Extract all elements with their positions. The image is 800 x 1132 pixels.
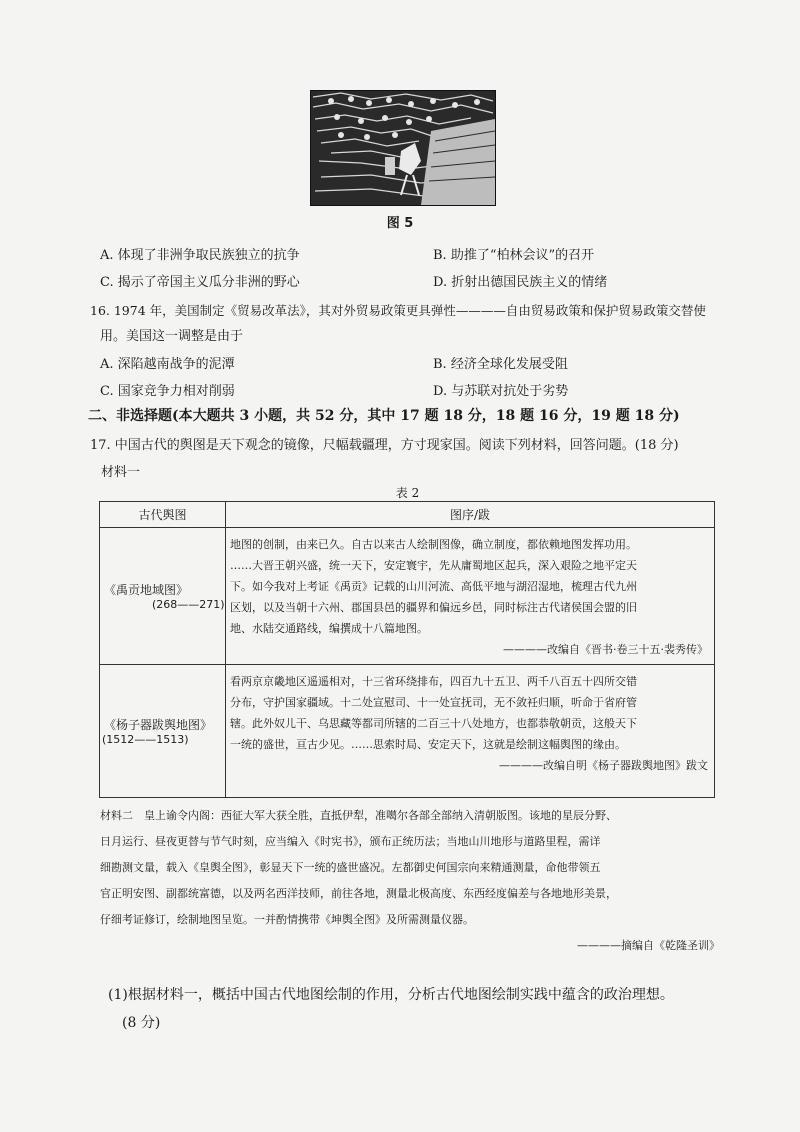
q17-subquestion-1 <box>108 981 728 1037</box>
subquestion-score: (8 分) <box>122 1015 161 1031</box>
figure-caption: 图 5 <box>386 216 414 231</box>
table-header-row <box>100 502 715 528</box>
preface-line: ……大晋王朝兴盛，统一天下，安定寰宇，先从庸蜀地区起兵，深入艰险之地平定天 <box>230 559 637 572</box>
section-2-title: 二、非选择题(本大题共 3 小题，共 52 分，其中 17 题 18 分，18 题 16 分，19 题 18 分) <box>88 408 680 424</box>
preface-source: ————改编自《晋书·卷三十五·裴秀传》 <box>503 643 708 656</box>
q16-option-c: C. 国家竞争力相对削弱 <box>100 384 235 399</box>
material2-line: 仔细考证修订，绘制地图呈览。一并酌情携带《坤舆全图》及所需测量仪器。 <box>100 913 474 926</box>
map-cell <box>100 528 226 665</box>
table-caption: 表 2 <box>395 486 420 500</box>
q16-option-d: D. 与苏联对抗处于劣势 <box>433 384 569 399</box>
map-name: 《禹贡地域图》 <box>104 583 189 597</box>
q15-option-c: C. 揭示了帝国主义瓜分非洲的野心 <box>100 275 300 290</box>
q15-option-b: B. 助推了“柏林会议”的召开 <box>433 248 595 263</box>
preface-cell <box>226 528 715 665</box>
table-row <box>100 665 715 798</box>
preface-line: 看两京京畿地区遥遥相对，十三省环绕排布，四百九十五卫、两千八百五十四所交错 <box>230 675 637 688</box>
map-name: 《杨子器跋舆地图》 <box>104 718 213 732</box>
preface-cell <box>226 665 715 798</box>
subquestion-line: (1)根据材料一，概括中国古代地图绘制的作用，分析古代地图绘制实践中蕴含的政治理想。 <box>108 987 674 1003</box>
material1-label: 材料一 <box>101 465 141 480</box>
material2-line: 细勘测文量，载入《皇舆全图》，彰显天下一统的盛世盛况。左都御史何国宗向来精通测量，命他带领五 <box>100 861 601 874</box>
maps-table <box>99 501 715 798</box>
map-years: (268——271) <box>152 598 225 611</box>
figure-5-illustration <box>310 90 496 206</box>
q15-option-a: A. 体现了非洲争取民族独立的抗争 <box>100 248 300 263</box>
preface-line: 下。如今我对上考证《禹贡》记载的山川河流、高低平地与湖沼湿地，梳理古代九州 <box>230 580 637 593</box>
table-row <box>100 528 715 665</box>
q15-option-d: D. 折射出德国民族主义的情绪 <box>433 275 608 290</box>
q16-stem-line1: 16. 1974 年，美国制定《贸易改革法》，其对外贸易政策更具弹性————自由贸易政策和保护贸易政策交替使 <box>90 303 706 318</box>
preface-line: 分布，守护国家疆域。十二处宣慰司、十一处宣抚司，无不敛衽归顺，听命于省府管 <box>230 696 637 709</box>
q17-stem: 17. 中国古代的舆图是天下观念的镜像，尺幅载疆理，方寸现家国。阅读下列材料，回答问题。(18 分) <box>90 438 679 453</box>
map-years: (1512——1513) <box>102 733 189 746</box>
preface-line: 辖。此外奴儿干、乌思藏等都司所辖的二百三十八处地方，也都恭敬朝贡，这般天下 <box>230 717 637 730</box>
material2-line: 日月运行、昼夜更替与节气时刻，应当编入《时宪书》，颁布正统历法；当地山川地形与道路里程，需详 <box>100 835 601 848</box>
q16-option-b: B. 经济全球化发展受阻 <box>433 357 568 372</box>
preface-source: ————改编自明《杨子器跋舆地图》跋文 <box>499 759 708 772</box>
material2-block <box>100 803 720 959</box>
material2-line: 官正明安图、副都统富德，以及两名西洋技师，前往各地，测量北极高度、东西经度偏差与各地地形美景， <box>100 887 617 900</box>
material2-line: 材料二 皇上谕令内阁：西征大军大获全胜，直抵伊犁，准噶尔各部全部纳入清朝版图。该地的星辰分野、 <box>100 809 617 822</box>
map-cell <box>100 665 226 798</box>
table-header-maps: 古代舆图 <box>100 502 226 528</box>
preface-line: 区划，以及当朝十六州、郡国县邑的疆界和偏远乡邑，同时标注古代诸侯国会盟的旧 <box>230 601 637 614</box>
preface-line: 地、水陆交通路线，编撰成十八篇地图。 <box>230 622 428 635</box>
preface-line: 一统的盛世，亘古少见。……思索时局、安定天下，这就是绘制这幅舆图的缘由。 <box>230 738 626 751</box>
preface-line: 地图的创制，由来已久。自古以来古人绘制图像，确立制度，都依赖地图发挥功用。 <box>230 538 637 551</box>
table-header-preface: 图序/跋 <box>226 502 715 528</box>
material2-source: ————摘编自《乾隆圣训》 <box>577 939 720 952</box>
q16-stem-line2: 用。美国这一调整是由于 <box>100 329 244 344</box>
q16-option-a: A. 深陷越南战争的泥潭 <box>100 357 235 372</box>
